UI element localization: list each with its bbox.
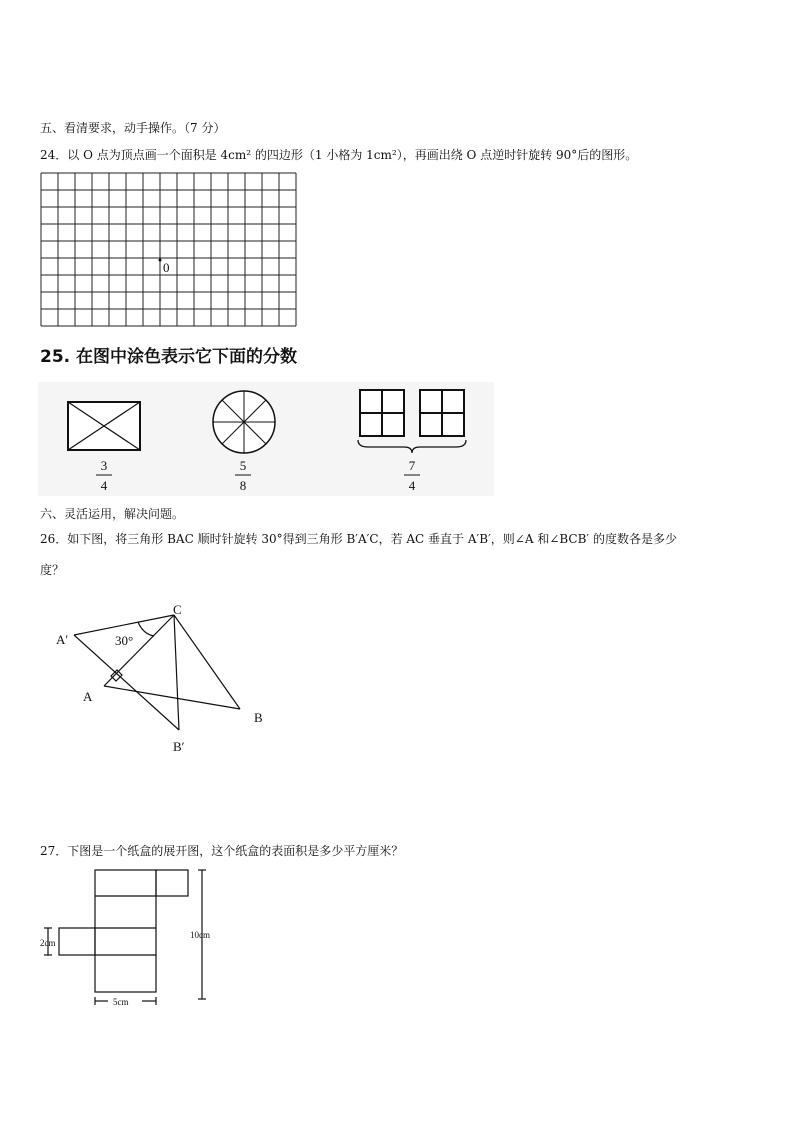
fraction-numerator: 3 (100, 458, 108, 473)
grid-figure (40, 172, 300, 330)
label-a: A (83, 689, 93, 704)
question-26-text-line2: 度？ (40, 563, 65, 577)
point-o-label: 0 (163, 260, 170, 275)
section-6-heading: 六、灵活运用，解决问题。 (40, 507, 185, 521)
fraction-denominator: 8 (239, 478, 247, 493)
label-b: B (254, 710, 263, 725)
section-5-heading: 五、看清要求，动手操作。（7 分） (40, 121, 226, 135)
fraction-denominator: 4 (408, 478, 416, 493)
label-width: 5cm (113, 997, 129, 1007)
box-net-figure (36, 866, 226, 1014)
fraction-numerator: 7 (408, 458, 416, 473)
circle-figure (213, 391, 275, 453)
fraction-denominator: 4 (100, 478, 108, 493)
question-27-text: 27．下图是一个纸盒的展开图，这个纸盒的表面积是多少平方厘米？ (40, 844, 404, 858)
rectangle-figure (68, 402, 140, 450)
triangle-figure (50, 598, 280, 760)
label-a-prime: A′ (56, 632, 69, 647)
label-height: 10cm (190, 930, 210, 940)
label-side: 2cm (40, 938, 56, 948)
question-25-title: 25. 在图中涂色表示它下面的分数 (40, 347, 298, 367)
fraction-figures (38, 382, 494, 496)
point-o (159, 259, 162, 262)
angle-label: 30° (115, 633, 134, 648)
fraction-numerator: 5 (239, 458, 247, 473)
label-c: C (173, 602, 182, 617)
question-24-text: 24．以 O 点为顶点画一个面积是 4cm² 的四边形（1 小格为 1cm²），再画出绕 O 点逆时针旋转 90°后的图形。 (40, 148, 638, 162)
label-b-prime: B′ (173, 739, 185, 754)
question-26-text-line1: 26．如下图，将三角形 BAC 顺时针旋转 30°得到三角形 B′A′C，若 AC 垂直于 A′B′，则∠A 和∠BCB′ 的度数各是多少 (40, 532, 677, 546)
